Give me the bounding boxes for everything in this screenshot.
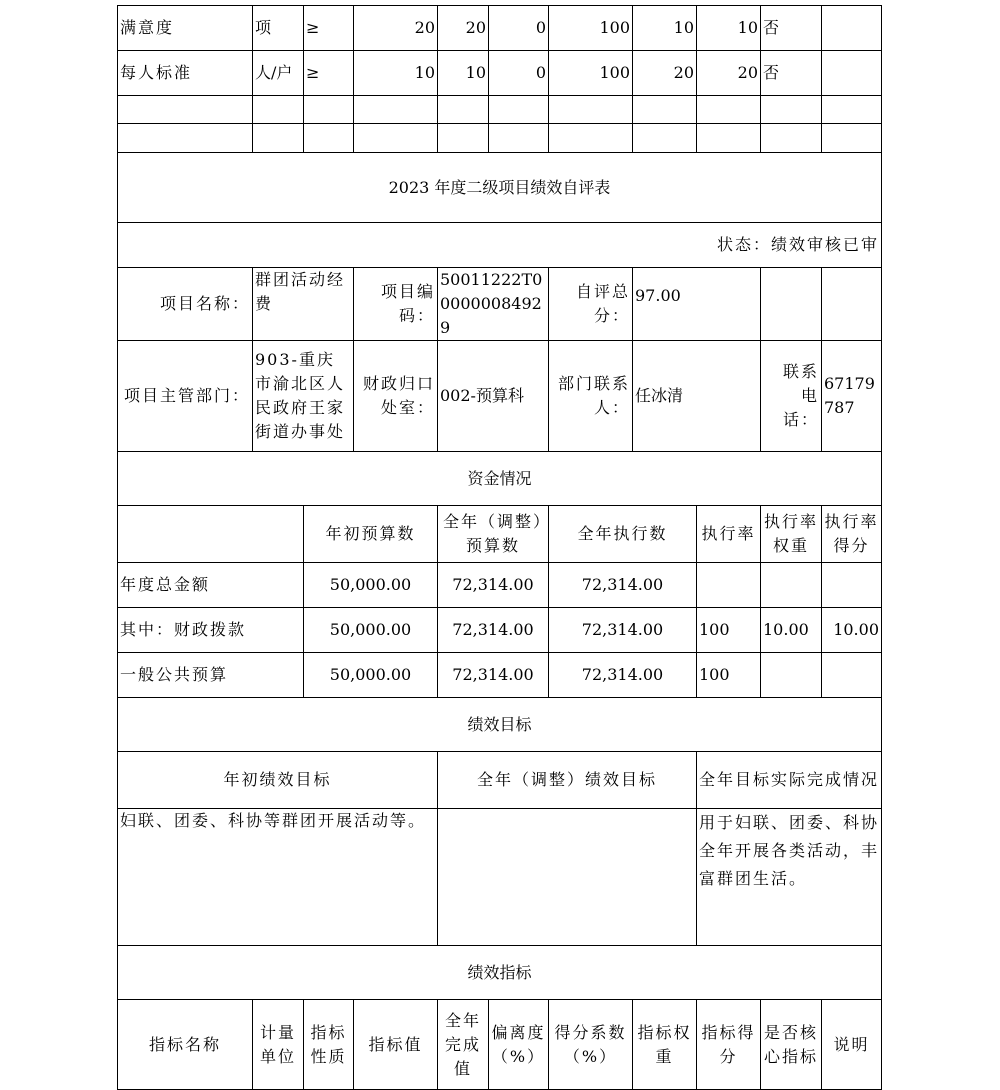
indicator-coef: 100 xyxy=(549,51,633,96)
funds-rate: 100 xyxy=(697,608,761,653)
funds-weight: 10.00 xyxy=(761,608,822,653)
indicator-deviation: 0 xyxy=(489,51,549,96)
ind-header-nature: 指标性质 xyxy=(304,1000,354,1090)
indicator-weight: 20 xyxy=(633,51,697,96)
indicator-unit: 项 xyxy=(253,6,304,51)
indicator-core: 否 xyxy=(761,6,822,51)
funds-score xyxy=(822,653,882,698)
funds-header-adjusted: 全年（调整）预算数 xyxy=(438,506,549,563)
indicator-actual: 10 xyxy=(438,51,489,96)
funds-header-row xyxy=(118,506,882,563)
funds-executed: 72,314.00 xyxy=(549,653,697,698)
indicator-op: ≥ xyxy=(304,51,354,96)
funds-header-score: 执行率得分 xyxy=(822,506,882,563)
indicator-note xyxy=(822,6,882,51)
indicator-name: 每人标准 xyxy=(118,51,253,96)
funds-adjusted: 72,314.00 xyxy=(438,653,549,698)
funds-row-label: 其中：财政拨款 xyxy=(118,608,304,653)
finance-label: 财政归口处室： xyxy=(354,341,438,452)
indicators-section-title: 绩效指标 xyxy=(118,946,882,1000)
project-code-label: 项目编码： xyxy=(354,268,438,341)
funds-rate: 100 xyxy=(697,653,761,698)
indicator-deviation: 0 xyxy=(489,6,549,51)
ind-header-value: 指标值 xyxy=(354,1000,438,1090)
project-name-label: 项目名称： xyxy=(118,268,253,341)
empty-row xyxy=(118,124,882,153)
goals-header-adjusted: 全年（调整）绩效目标 xyxy=(438,752,697,809)
funds-row xyxy=(118,563,882,608)
finance: 002-预算科 xyxy=(438,341,549,452)
funds-score: 10.00 xyxy=(822,608,882,653)
project-name: 群团活动经费 xyxy=(253,268,354,341)
phone: 67179787 xyxy=(822,341,882,452)
funds-row xyxy=(118,653,882,698)
funds-weight xyxy=(761,653,822,698)
indicator-score: 10 xyxy=(697,6,761,51)
ind-header-unit: 计量单位 xyxy=(253,1000,304,1090)
dept-label: 项目主管部门： xyxy=(118,341,253,452)
funds-weight xyxy=(761,563,822,608)
funds-section-title: 资金情况 xyxy=(118,452,882,506)
page-title: 2023 年度二级项目绩效自评表 xyxy=(118,153,882,223)
goals-header-row xyxy=(118,752,882,809)
contact: 任冰清 xyxy=(633,341,761,452)
table-row xyxy=(118,6,882,51)
indicator-target: 20 xyxy=(354,6,438,51)
evaluation-table xyxy=(117,5,882,1090)
funds-header-initial: 年初预算数 xyxy=(304,506,438,563)
indicator-note xyxy=(822,51,882,96)
funds-rate xyxy=(697,563,761,608)
funds-initial: 50,000.00 xyxy=(304,653,438,698)
ind-header-score: 指标得分 xyxy=(697,1000,761,1090)
ind-header-weight: 指标权重 xyxy=(633,1000,697,1090)
contact-label: 部门联系人： xyxy=(549,341,633,452)
goals-header-actual: 全年目标实际完成情况 xyxy=(697,752,882,809)
indicator-actual: 20 xyxy=(438,6,489,51)
goals-adjusted xyxy=(438,809,697,946)
funds-adjusted: 72,314.00 xyxy=(438,563,549,608)
project-code: 50011222T000000084929 xyxy=(438,268,549,341)
self-score-label: 自评总分： xyxy=(549,268,633,341)
status-badge: 状态：绩效审核已审 xyxy=(118,223,882,268)
funds-adjusted: 72,314.00 xyxy=(438,608,549,653)
goals-initial: 妇联、团委、科协等群团开展活动等。 xyxy=(118,809,438,946)
dept: 903-重庆市渝北区人民政府王家街道办事处 xyxy=(253,341,354,452)
goals-actual: 用于妇联、团委、科协全年开展各类活动，丰富群团生活。 xyxy=(697,809,882,946)
funds-row xyxy=(118,608,882,653)
ind-header-note: 说明 xyxy=(822,1000,882,1090)
indicator-score: 20 xyxy=(697,51,761,96)
ind-header-name: 指标名称 xyxy=(118,1000,253,1090)
funds-initial: 50,000.00 xyxy=(304,563,438,608)
info-row xyxy=(118,341,882,452)
table-row xyxy=(118,51,882,96)
goals-row xyxy=(118,809,882,946)
ind-header-core: 是否核心指标 xyxy=(761,1000,822,1090)
indicator-core: 否 xyxy=(761,51,822,96)
indicator-weight: 10 xyxy=(633,6,697,51)
goals-section-title: 绩效目标 xyxy=(118,698,882,752)
ind-header-completed: 全年完成值 xyxy=(438,1000,489,1090)
ind-header-deviation: 偏离度（%） xyxy=(489,1000,549,1090)
funds-header-weight: 执行率权重 xyxy=(761,506,822,563)
funds-executed: 72,314.00 xyxy=(549,563,697,608)
indicator-op: ≥ xyxy=(304,6,354,51)
indicator-coef: 100 xyxy=(549,6,633,51)
indicator-unit: 人/户 xyxy=(253,51,304,96)
funds-executed: 72,314.00 xyxy=(549,608,697,653)
info-row xyxy=(118,268,882,341)
empty-row xyxy=(118,96,882,124)
indicator-target: 10 xyxy=(354,51,438,96)
indicators-header-row xyxy=(118,1000,882,1090)
funds-score xyxy=(822,563,882,608)
phone-label: 联系电话： xyxy=(761,341,822,452)
funds-header-rate: 执行率 xyxy=(697,506,761,563)
funds-row-label: 年度总金额 xyxy=(118,563,304,608)
funds-header-executed: 全年执行数 xyxy=(549,506,697,563)
goals-header-initial: 年初绩效目标 xyxy=(118,752,438,809)
ind-header-coef: 得分系数（%） xyxy=(549,1000,633,1090)
self-score: 97.00 xyxy=(633,268,761,341)
funds-row-label: 一般公共预算 xyxy=(118,653,304,698)
funds-initial: 50,000.00 xyxy=(304,608,438,653)
indicator-name: 满意度 xyxy=(118,6,253,51)
